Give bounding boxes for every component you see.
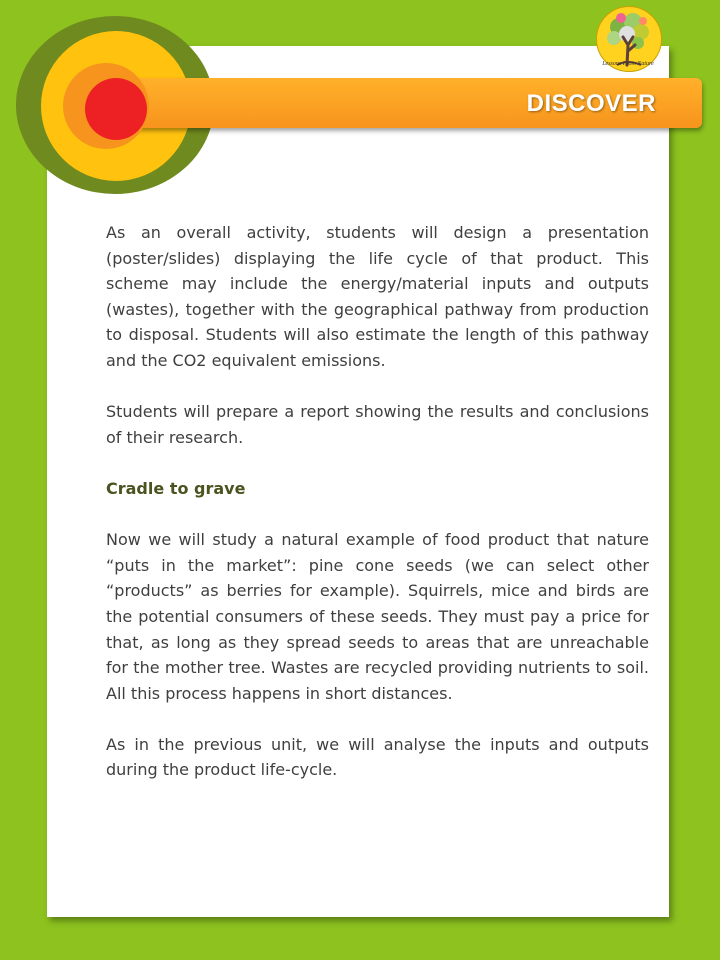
body-text	[106, 220, 649, 809]
paragraph-activity: As an overall activity, students will design a presentation (poster/slides) displaying the life cycle of that product. This scheme may include the energy/material inputs and outputs (wastes), together with the geographical pathway from production to disposal. Students will also estimate the length of this pathway and the CO2 equivalent emissions.	[106, 223, 649, 370]
decorative-red-dot	[85, 78, 147, 140]
logo-caption: Lessons From Nature	[602, 61, 654, 67]
paragraph-previous-unit: As in the previous unit, we will analyse the inputs and outputs during the product life-cycle.	[106, 734, 649, 780]
paragraph-report: Students will prepare a report showing the results and conclusions of their research.	[106, 402, 649, 447]
section-banner	[120, 78, 702, 128]
section-heading: Cradle to grave	[106, 478, 246, 498]
paragraph-pine-cone: Now we will study a natural example of food product that nature “puts in the market”: pine cone seeds (we can select other “products” as berries for example). Squirrels, mice and birds are the potential consumers of these seeds. They must pay a price for that, as long as they spread seeds to areas that are unreachable for the mother tree. Wastes are recycled providing nutrients to soil. All this process happens in short distances.	[106, 530, 649, 703]
section-title: DISCOVER	[526, 90, 656, 117]
